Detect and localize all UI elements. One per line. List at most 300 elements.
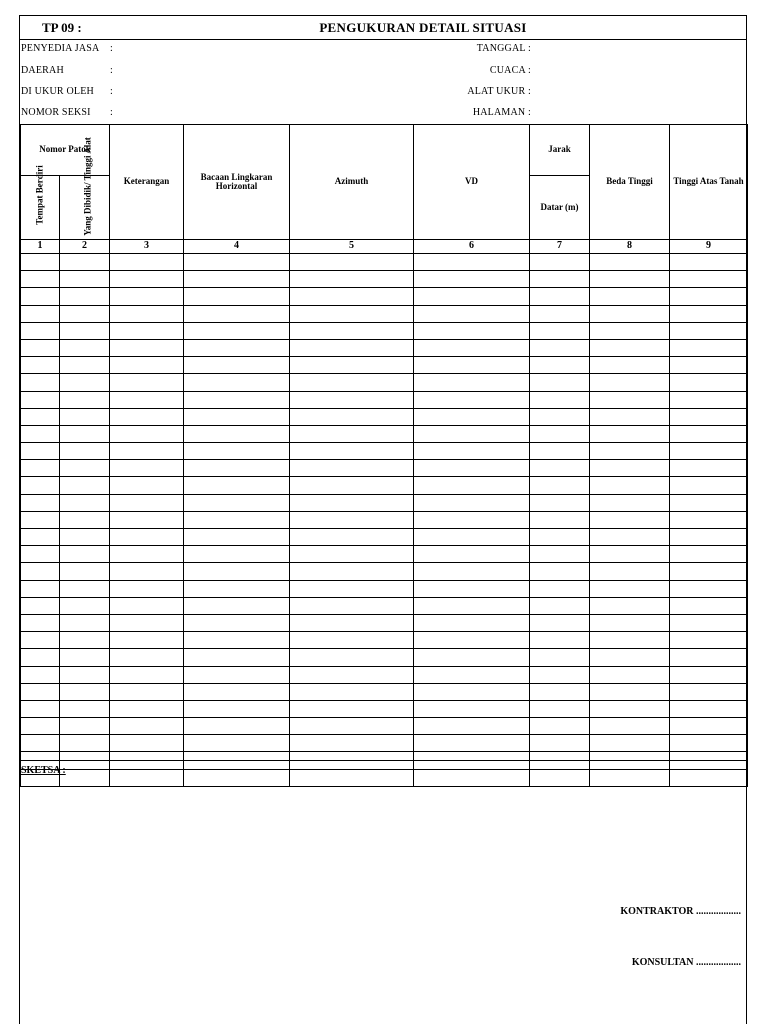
table-cell[interactable] [590,374,670,391]
table-row [21,322,748,339]
table-cell[interactable] [530,374,590,391]
table-cell[interactable] [184,580,290,597]
header-nomor-patok: Nomor Patok [21,125,110,176]
table-row [21,374,748,391]
table-cell[interactable] [21,271,60,288]
table-cell[interactable] [414,769,530,786]
table-cell[interactable] [21,494,60,511]
table-cell[interactable] [21,322,60,339]
table-cell[interactable] [590,597,670,614]
table-cell[interactable] [110,683,184,700]
table-cell[interactable] [21,563,60,580]
table-cell[interactable] [290,322,414,339]
table-cell[interactable] [530,597,590,614]
kontraktor-signature: KONTRAKTOR .................. [620,906,741,917]
table-cell[interactable] [184,339,290,356]
table-cell[interactable] [184,477,290,494]
table-cell[interactable] [414,408,530,425]
table-cell[interactable] [530,443,590,460]
table-cell[interactable] [110,511,184,528]
table-cell[interactable] [670,597,748,614]
table-cell[interactable] [21,614,60,631]
column-number: 9 [670,240,748,254]
table-row [21,391,748,408]
table-cell[interactable] [590,477,670,494]
table-cell[interactable] [184,288,290,305]
table-cell[interactable] [184,666,290,683]
table-cell[interactable] [670,288,748,305]
table-cell[interactable] [290,769,414,786]
table-cell[interactable] [414,391,530,408]
table-cell[interactable] [184,322,290,339]
table-cell[interactable] [530,271,590,288]
table-row [21,529,748,546]
table-cell[interactable] [110,425,184,442]
table-cell[interactable] [414,666,530,683]
info-colon: : [110,65,113,76]
table-row [21,443,748,460]
info-label-alat-ukur: ALAT UKUR : [467,86,531,97]
table-cell[interactable] [110,546,184,563]
table-cell[interactable] [590,460,670,477]
table-cell[interactable] [590,649,670,666]
table-cell[interactable] [590,546,670,563]
table-cell[interactable] [290,683,414,700]
table-cell[interactable] [290,408,414,425]
table-cell[interactable] [590,632,670,649]
table-cell[interactable] [290,391,414,408]
table-cell[interactable] [60,408,110,425]
table-cell[interactable] [21,357,60,374]
table-row [21,288,748,305]
table-row [21,769,748,786]
table-cell[interactable] [530,477,590,494]
table-cell[interactable] [110,374,184,391]
table-cell[interactable] [184,614,290,631]
table-cell[interactable] [21,391,60,408]
table-cell[interactable] [670,408,748,425]
table-cell[interactable] [60,529,110,546]
table-cell[interactable] [670,511,748,528]
table-cell[interactable] [184,271,290,288]
table-cell[interactable] [414,339,530,356]
table-cell[interactable] [110,322,184,339]
table-cell[interactable] [21,529,60,546]
table-cell[interactable] [590,339,670,356]
table-cell[interactable] [184,391,290,408]
table-cell[interactable] [184,718,290,735]
table-cell[interactable] [184,374,290,391]
table-cell[interactable] [290,735,414,752]
table-cell[interactable] [60,632,110,649]
table-cell[interactable] [290,529,414,546]
column-number: 6 [414,240,530,254]
table-cell[interactable] [670,305,748,322]
table-cell[interactable] [60,511,110,528]
table-cell[interactable] [110,357,184,374]
table-cell[interactable] [670,254,748,271]
table-cell[interactable] [670,563,748,580]
table-cell[interactable] [60,339,110,356]
table-cell[interactable] [414,322,530,339]
table-cell[interactable] [21,597,60,614]
table-cell[interactable] [110,271,184,288]
table-cell[interactable] [110,443,184,460]
table-cell[interactable] [670,632,748,649]
table-cell[interactable] [530,460,590,477]
table-cell[interactable] [21,718,60,735]
table-cell[interactable] [670,580,748,597]
column-number: 4 [184,240,290,254]
table-cell[interactable] [60,597,110,614]
table-cell[interactable] [530,494,590,511]
table-cell[interactable] [110,700,184,717]
table-cell[interactable] [530,339,590,356]
table-cell[interactable] [530,546,590,563]
table-cell[interactable] [670,460,748,477]
table-cell[interactable] [530,580,590,597]
table-cell[interactable] [414,460,530,477]
table-cell[interactable] [184,632,290,649]
table-cell[interactable] [590,443,670,460]
table-cell[interactable] [530,322,590,339]
table-cell[interactable] [670,546,748,563]
table-cell[interactable] [184,460,290,477]
table-cell[interactable] [670,666,748,683]
table-cell[interactable] [184,546,290,563]
table-cell[interactable] [21,735,60,752]
table-cell[interactable] [110,614,184,631]
table-cell[interactable] [290,271,414,288]
info-colon: : [110,43,113,54]
table-cell[interactable] [670,477,748,494]
table-cell[interactable] [414,580,530,597]
table-cell[interactable] [290,546,414,563]
table-cell[interactable] [414,425,530,442]
table-cell[interactable] [290,563,414,580]
table-cell[interactable] [670,374,748,391]
table-row [21,700,748,717]
table-cell[interactable] [670,649,748,666]
table-cell[interactable] [290,700,414,717]
table-cell[interactable] [60,391,110,408]
table-cell[interactable] [184,563,290,580]
header-vd: VD [414,125,530,240]
table-cell[interactable] [21,408,60,425]
table-cell[interactable] [290,254,414,271]
table-cell[interactable] [670,529,748,546]
table-cell[interactable] [414,632,530,649]
table-cell[interactable] [414,649,530,666]
table-cell[interactable] [21,580,60,597]
table-cell[interactable] [60,460,110,477]
table-cell[interactable] [110,769,184,786]
table-cell[interactable] [530,632,590,649]
table-cell[interactable] [21,254,60,271]
table-cell[interactable] [110,735,184,752]
table-cell[interactable] [590,494,670,511]
table-cell[interactable] [60,649,110,666]
table-cell[interactable] [21,305,60,322]
table-cell[interactable] [530,649,590,666]
table-cell[interactable] [414,700,530,717]
table-cell[interactable] [21,374,60,391]
table-cell[interactable] [110,408,184,425]
table-cell[interactable] [530,357,590,374]
table-cell[interactable] [530,700,590,717]
table-cell[interactable] [184,683,290,700]
column-number: 8 [590,240,670,254]
table-cell[interactable] [290,666,414,683]
table-cell[interactable] [590,700,670,717]
table-cell[interactable] [184,769,290,786]
table-cell[interactable] [184,529,290,546]
table-cell[interactable] [670,683,748,700]
table-cell[interactable] [530,735,590,752]
table-cell[interactable] [530,425,590,442]
table-cell[interactable] [110,597,184,614]
yang-dibidik-label: Yang Dibidik/ Tinggi Alat [82,137,93,236]
header-tempat-berdiri [21,165,60,240]
table-cell[interactable] [60,494,110,511]
table-cell[interactable] [670,700,748,717]
table-cell[interactable] [184,443,290,460]
table-cell[interactable] [110,305,184,322]
table-cell[interactable] [590,735,670,752]
table-cell[interactable] [184,425,290,442]
table-cell[interactable] [290,460,414,477]
table-row [21,305,748,322]
table-cell[interactable] [290,580,414,597]
table-cell[interactable] [290,614,414,631]
table-cell[interactable] [110,339,184,356]
table-cell[interactable] [590,357,670,374]
table-cell[interactable] [530,391,590,408]
table-row [21,271,748,288]
table-cell[interactable] [110,580,184,597]
table-cell[interactable] [60,614,110,631]
table-cell[interactable] [21,511,60,528]
table-cell[interactable] [290,357,414,374]
table-cell[interactable] [590,288,670,305]
table-cell[interactable] [110,460,184,477]
table-cell[interactable] [21,443,60,460]
table-cell[interactable] [60,425,110,442]
table-cell[interactable] [590,614,670,631]
table-cell[interactable] [290,597,414,614]
table-cell[interactable] [60,580,110,597]
table-cell[interactable] [670,494,748,511]
table-cell[interactable] [590,391,670,408]
table-cell[interactable] [530,305,590,322]
table-cell[interactable] [414,511,530,528]
table-cell[interactable] [530,666,590,683]
table-cell[interactable] [414,271,530,288]
table-cell[interactable] [590,425,670,442]
table-cell[interactable] [184,511,290,528]
table-cell[interactable] [414,254,530,271]
table-cell[interactable] [290,649,414,666]
table-cell[interactable] [590,563,670,580]
table-cell[interactable] [530,563,590,580]
table-cell[interactable] [290,339,414,356]
table-cell[interactable] [290,443,414,460]
table-cell[interactable] [590,529,670,546]
table-cell[interactable] [414,683,530,700]
table-cell[interactable] [60,666,110,683]
table-cell[interactable] [590,322,670,339]
table-cell[interactable] [60,374,110,391]
table-cell[interactable] [60,322,110,339]
table-cell[interactable] [590,580,670,597]
table-cell[interactable] [184,597,290,614]
table-cell[interactable] [110,563,184,580]
table-cell[interactable] [414,305,530,322]
table-cell[interactable] [21,649,60,666]
table-row [21,339,748,356]
table-cell[interactable] [530,614,590,631]
table-cell[interactable] [60,288,110,305]
table-cell[interactable] [590,666,670,683]
table-cell[interactable] [530,254,590,271]
table-cell[interactable] [290,494,414,511]
table-cell[interactable] [60,546,110,563]
table-cell[interactable] [110,288,184,305]
table-cell[interactable] [414,597,530,614]
table-cell[interactable] [21,460,60,477]
table-cell[interactable] [670,614,748,631]
table-cell[interactable] [21,339,60,356]
table-cell[interactable] [670,339,748,356]
table-cell[interactable] [184,700,290,717]
table-cell[interactable] [290,425,414,442]
table-cell[interactable] [60,563,110,580]
table-cell[interactable] [60,357,110,374]
table-row [21,408,748,425]
table-cell[interactable] [290,718,414,735]
table-cell[interactable] [184,408,290,425]
table-cell[interactable] [414,494,530,511]
table-cell[interactable] [110,718,184,735]
table-cell[interactable] [530,288,590,305]
table-cell[interactable] [414,718,530,735]
table-cell[interactable] [110,632,184,649]
table-cell[interactable] [184,305,290,322]
table-cell[interactable] [590,718,670,735]
table-cell[interactable] [414,477,530,494]
table-cell[interactable] [60,443,110,460]
table-cell[interactable] [110,649,184,666]
table-cell[interactable] [21,666,60,683]
table-cell[interactable] [670,357,748,374]
table-cell[interactable] [530,511,590,528]
table-cell[interactable] [670,443,748,460]
table-cell[interactable] [184,735,290,752]
table-cell[interactable] [414,443,530,460]
table-cell[interactable] [414,563,530,580]
table-cell[interactable] [670,425,748,442]
table-cell[interactable] [590,271,670,288]
table-cell[interactable] [670,769,748,786]
table-cell[interactable] [530,529,590,546]
info-colon: : [110,107,113,118]
table-cell[interactable] [60,254,110,271]
table-cell[interactable] [184,357,290,374]
table-cell[interactable] [184,649,290,666]
table-cell[interactable] [184,494,290,511]
table-cell[interactable] [590,769,670,786]
table-cell[interactable] [290,511,414,528]
table-cell[interactable] [590,305,670,322]
table-cell[interactable] [21,288,60,305]
table-cell[interactable] [414,529,530,546]
table-cell[interactable] [60,700,110,717]
table-cell[interactable] [21,546,60,563]
table-cell[interactable] [670,322,748,339]
sketch-divider [20,760,747,761]
table-cell[interactable] [590,408,670,425]
info-label-nomor-seksi: NOMOR SEKSI [21,107,91,118]
table-cell[interactable] [414,288,530,305]
table-cell[interactable] [110,529,184,546]
table-cell[interactable] [21,683,60,700]
table-cell[interactable] [21,632,60,649]
table-cell[interactable] [290,288,414,305]
table-cell[interactable] [414,614,530,631]
table-cell[interactable] [60,718,110,735]
table-cell[interactable] [290,374,414,391]
table-cell[interactable] [590,683,670,700]
table-cell[interactable] [290,305,414,322]
table-cell[interactable] [530,769,590,786]
table-row [21,597,748,614]
table-cell[interactable] [110,666,184,683]
info-label-cuaca: CUACA : [489,65,531,76]
table-cell[interactable] [414,374,530,391]
table-cell[interactable] [21,477,60,494]
table-row [21,477,748,494]
table-cell[interactable] [60,477,110,494]
table-cell[interactable] [414,735,530,752]
table-cell[interactable] [60,683,110,700]
table-cell[interactable] [414,357,530,374]
table-cell[interactable] [670,271,748,288]
table-cell[interactable] [670,735,748,752]
table-cell[interactable] [60,735,110,752]
table-cell[interactable] [290,477,414,494]
table-cell[interactable] [590,254,670,271]
table-cell[interactable] [530,718,590,735]
table-cell[interactable] [530,683,590,700]
table-cell[interactable] [414,546,530,563]
table-cell[interactable] [670,391,748,408]
table-cell[interactable] [670,718,748,735]
table-cell[interactable] [290,632,414,649]
table-cell[interactable] [110,494,184,511]
table-cell[interactable] [60,271,110,288]
table-cell[interactable] [590,511,670,528]
table-cell[interactable] [110,477,184,494]
table-cell[interactable] [110,391,184,408]
table-cell[interactable] [184,254,290,271]
table-cell[interactable] [21,425,60,442]
table-row [21,614,748,631]
table-cell[interactable] [110,254,184,271]
table-cell[interactable] [60,305,110,322]
table-cell[interactable] [530,408,590,425]
table-cell[interactable] [60,769,110,786]
table-cell[interactable] [21,700,60,717]
